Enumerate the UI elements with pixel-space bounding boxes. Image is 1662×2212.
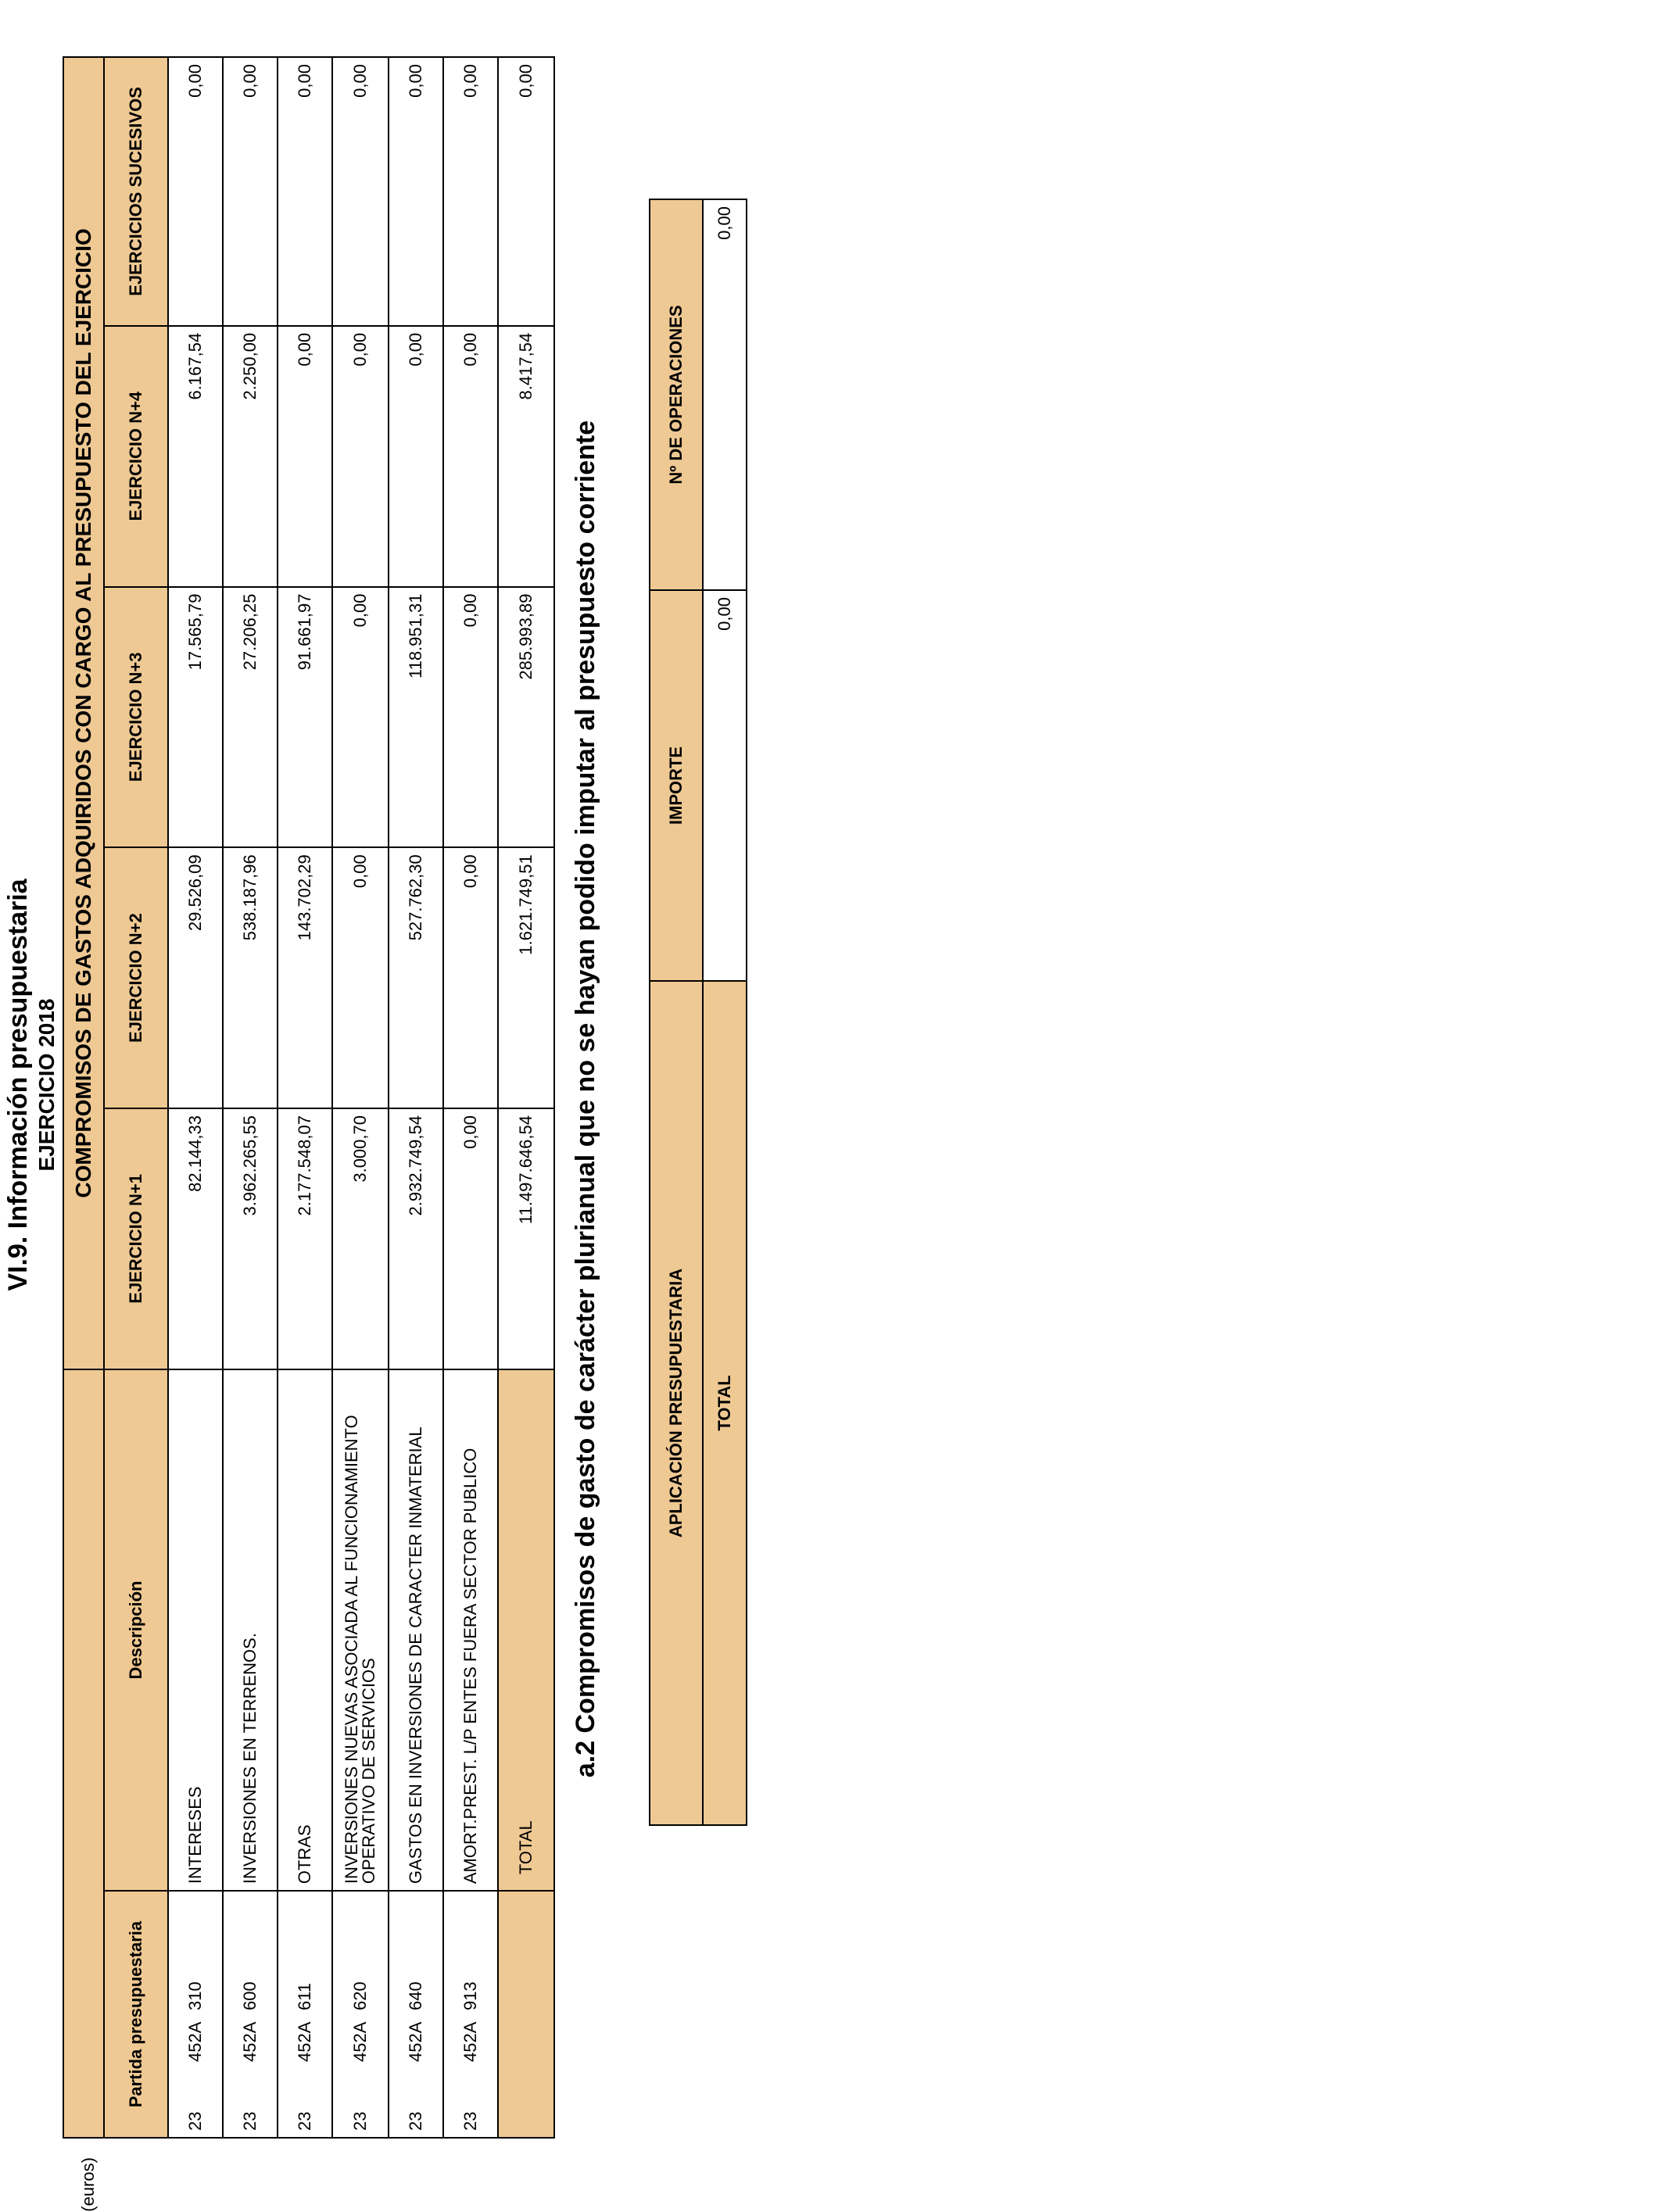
partida-cell: 23452A913	[443, 1891, 498, 2138]
n2-cell: 29.526,09	[168, 847, 223, 1108]
n4-cell: 2.250,00	[223, 326, 278, 587]
total-n2: 1.621.749,51	[498, 847, 554, 1108]
n1-cell: 3.000,70	[332, 1108, 389, 1369]
n1-cell: 82.144,33	[168, 1108, 223, 1369]
partida-cell: 23452A640	[389, 1891, 443, 2138]
n1-cell: 3.962.265,55	[223, 1108, 278, 1369]
n2-cell: 538.187,96	[223, 847, 278, 1108]
total-n4: 8.417,54	[498, 326, 554, 587]
table-row	[389, 57, 443, 2138]
sucesivos-cell: 0,00	[332, 57, 389, 326]
commitments-table	[63, 56, 555, 2139]
header-operaciones: Nº DE OPERACIONES	[650, 199, 703, 590]
n2-cell: 0,00	[332, 847, 389, 1108]
n2-cell: 0,00	[443, 847, 498, 1108]
sucesivos-cell: 0,00	[443, 57, 498, 326]
total-operaciones: 0,00	[703, 199, 747, 590]
group-header: COMPROMISOS DE GASTOS ADQUIRIDOS CON CARGO AL PRESUPUESTO DEL EJERCICIO	[63, 57, 104, 1369]
descripcion-cell: INVERSIONES EN TERRENOS.	[223, 1369, 278, 1891]
n3-cell: 0,00	[443, 587, 498, 848]
table-row	[168, 57, 223, 2138]
table-row	[223, 57, 278, 2138]
n4-cell: 0,00	[278, 326, 332, 587]
n2-cell: 143.702,29	[278, 847, 332, 1108]
header-n2: EJERCICIO N+2	[104, 847, 168, 1108]
partida-cell: 23452A611	[278, 1891, 332, 2138]
header-aplicacion: APLICACIÓN PRESUPUESTARIA	[650, 981, 703, 1825]
total-sucesivos: 0,00	[498, 57, 554, 326]
descripcion-cell: INVERSIONES NUEVAS ASOCIADA AL FUNCIONAMIENTO OPERATIVO DE SERVICIOS	[332, 1369, 389, 1891]
uncommitted-table	[649, 199, 747, 1826]
sucesivos-cell: 0,00	[389, 57, 443, 326]
total-label: TOTAL	[703, 981, 747, 1825]
table-row	[332, 57, 389, 2138]
table-row	[443, 57, 498, 2138]
total-n3: 285.993,89	[498, 587, 554, 848]
n3-cell: 118.951,31	[389, 587, 443, 848]
n1-cell: 2.177.548,07	[278, 1108, 332, 1369]
page-title: VI.9. Información presupuestaria	[3, 879, 33, 1291]
n4-cell: 0,00	[332, 326, 389, 587]
n4-cell: 0,00	[443, 326, 498, 587]
n3-cell: 0,00	[332, 587, 389, 848]
descripcion-cell: GASTOS EN INVERSIONES DE CARACTER INMATERIAL	[389, 1369, 443, 1891]
total-row	[703, 199, 747, 1825]
total-row	[498, 57, 554, 2138]
total-n1: 11.497.646,54	[498, 1108, 554, 1369]
total-label: TOTAL	[498, 1369, 554, 1891]
n3-cell: 17.565,79	[168, 587, 223, 848]
page-subtitle: EJERCICIO 2018	[34, 998, 59, 1172]
partida-cell: 23452A600	[223, 1891, 278, 2138]
descripcion-cell: OTRAS	[278, 1369, 332, 1891]
unit-label: (euros)	[78, 2157, 98, 2212]
section-title: a.2 Compromisos de gasto de carácter plurianual que no se hayan podido imputar al presupuesto corriente	[571, 420, 600, 1778]
n3-cell: 27.206,25	[223, 587, 278, 848]
header-importe: IMPORTE	[650, 590, 703, 981]
n2-cell: 527.762,30	[389, 847, 443, 1108]
header-descripcion: Descripción	[104, 1369, 168, 1891]
partida-cell: 23452A310	[168, 1891, 223, 2138]
descripcion-cell: AMORT.PREST. L/P ENTES FUERA SECTOR PUBLICO	[443, 1369, 498, 1891]
header-sucesivos: EJERCICIOS SUCESIVOS	[104, 57, 168, 326]
descripcion-cell: INTERESES	[168, 1369, 223, 1891]
total-blank	[498, 1891, 554, 2138]
sucesivos-cell: 0,00	[278, 57, 332, 326]
partida-cell: 23452A620	[332, 1891, 389, 2138]
header-n4: EJERCICIO N+4	[104, 326, 168, 587]
n3-cell: 91.661,97	[278, 587, 332, 848]
n4-cell: 6.167,54	[168, 326, 223, 587]
sucesivos-cell: 0,00	[223, 57, 278, 326]
header-n3: EJERCICIO N+3	[104, 587, 168, 848]
n1-cell: 2.932.749,54	[389, 1108, 443, 1369]
header-partida: Partida presupuestaria	[104, 1891, 168, 2138]
total-importe: 0,00	[703, 590, 747, 981]
n4-cell: 0,00	[389, 326, 443, 587]
header-blank	[63, 1369, 104, 2138]
sucesivos-cell: 0,00	[168, 57, 223, 326]
n1-cell: 0,00	[443, 1108, 498, 1369]
table-row	[278, 57, 332, 2138]
header-n1: EJERCICIO N+1	[104, 1108, 168, 1369]
